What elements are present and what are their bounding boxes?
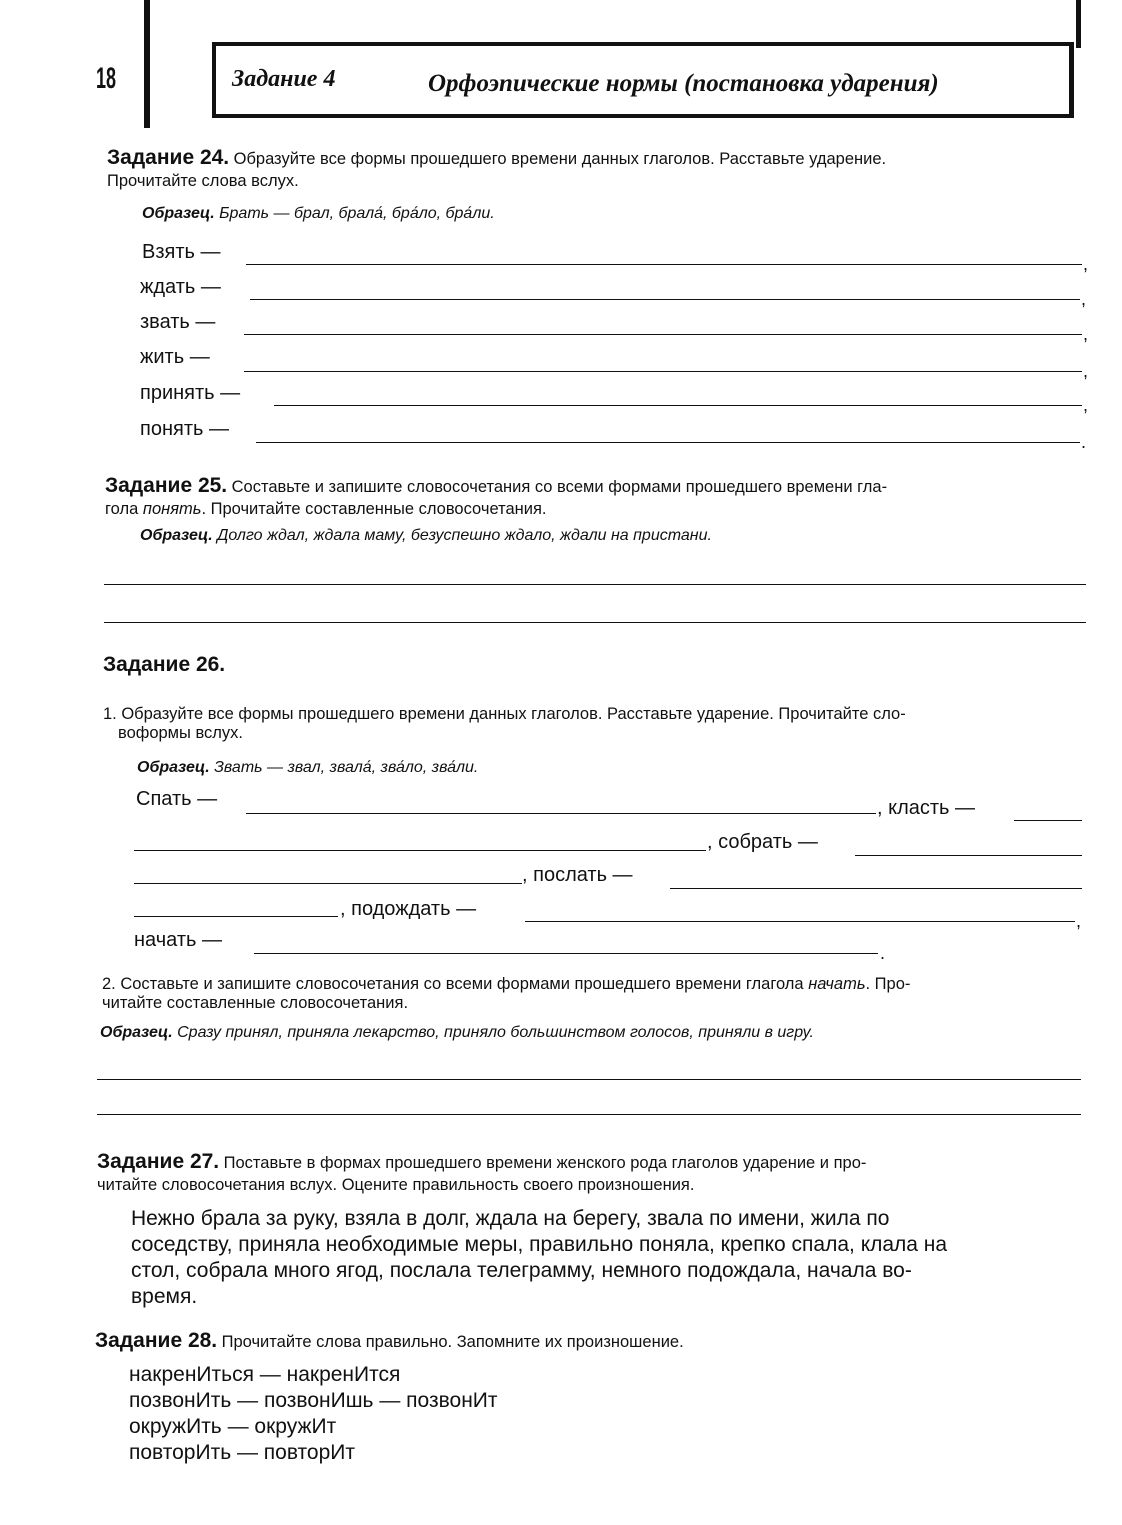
- task28-line-3: окружИть — окружИт: [129, 1415, 337, 1438]
- task24-word-6: понять —: [140, 418, 229, 440]
- task24-answer-line-1[interactable]: [246, 264, 1082, 265]
- task26-answer-sobrat-b[interactable]: [134, 883, 522, 884]
- task24-word-5: принять —: [140, 382, 241, 404]
- task25-answer-line-2[interactable]: [104, 622, 1086, 623]
- task24-instruction-line1: Образуйте все формы прошедшего времени данных глаголов. Расставьте ударение.: [233, 150, 887, 168]
- task26-answer-klast-b[interactable]: [134, 850, 706, 851]
- task25-instruction-line2: гола понять. Прочитайте составленные словосочетания.: [105, 500, 547, 518]
- task28-line-1: накренИться — накренИтся: [129, 1363, 401, 1386]
- task26-answer-spat[interactable]: [246, 813, 876, 814]
- task26-word-nachat: начать —: [134, 929, 222, 951]
- task25-sample-label: Образец.: [140, 527, 213, 544]
- task25-sample: [140, 527, 712, 545]
- task26-word-klast: , класть —: [877, 797, 976, 819]
- task28-heading: [95, 1329, 684, 1353]
- task28-line-2: позвонИть — позвонИшь — позвонИт: [129, 1389, 498, 1412]
- task24-sample-label: Образец.: [142, 205, 215, 222]
- task26-title: Задание 26.: [103, 653, 226, 676]
- header-task-label: Задание 4: [232, 66, 336, 92]
- task27-text-line1: Нежно брала за руку, взяла в долг, ждала на берегу, звала по имени, жила по: [131, 1207, 890, 1230]
- task24-word-2: ждать —: [140, 276, 221, 298]
- task27-text-line3: стол, собрала много ягод, послала телеграмму, немного подождала, начала во-: [131, 1259, 912, 1282]
- task26-part2-verb: начать: [808, 975, 866, 993]
- task24-sample-text: Брать — брал, брала́, бра́ло, бра́ли.: [219, 205, 495, 222]
- task28-line-4: повторИть — повторИт: [129, 1441, 356, 1464]
- task25-verb: понять: [142, 500, 202, 518]
- task25-answer-line-1[interactable]: [104, 584, 1086, 585]
- task26-word-poslat: , послать —: [522, 864, 633, 886]
- task24-answer-line-4[interactable]: [244, 371, 1082, 372]
- task24-title: Задание 24.: [107, 146, 230, 169]
- task26-part1-line1: 1. Образуйте все формы прошедшего времени данных глаголов. Расставьте ударение. Прочитайте сло-: [103, 705, 906, 723]
- task26-answer-poslat-b[interactable]: [134, 916, 338, 917]
- task24-word-4: жить —: [140, 346, 210, 368]
- task26-part2-line2: читайте составленные словосочетания.: [102, 994, 409, 1012]
- task24-answer-line-3[interactable]: [244, 334, 1082, 335]
- task25-sample-text: Долго ждал, ждала маму, безуспешно ждало, ждали на пристани.: [217, 527, 712, 544]
- task26-sample2-text: Сразу принял, приняла лекарство, приняло большинством голосов, приняли в игру.: [177, 1024, 814, 1041]
- task27-text-line2: соседству, приняла необходимые меры, правильно поняла, крепко спала, клала на: [131, 1233, 948, 1256]
- task24-word-3: звать —: [140, 311, 216, 333]
- task24-word-1: Взять —: [142, 241, 221, 263]
- task26-part1-line2: воформы вслух.: [118, 724, 244, 742]
- task26-answer-line-1[interactable]: [97, 1079, 1081, 1080]
- task26-word-podozhdat: , подождать —: [340, 898, 477, 920]
- task27-title: Задание 27.: [97, 1150, 220, 1173]
- task26-sample1: [137, 759, 478, 777]
- page-header: [0, 0, 1122, 140]
- task26-answer-podozhdat[interactable]: [525, 921, 1075, 922]
- task27-text-line4: время.: [131, 1285, 198, 1308]
- task24-answer-line-6[interactable]: [256, 442, 1080, 443]
- task26-answer-line-2[interactable]: [97, 1114, 1081, 1115]
- task28-title: Задание 28.: [95, 1329, 218, 1352]
- task24-heading: [107, 146, 886, 170]
- task24-instruction-line2: Прочитайте слова вслух.: [107, 172, 299, 190]
- task28-word-list: [129, 1362, 498, 1466]
- task25-instruction-line1: Составьте и запишите словосочетания со всеми формами прошедшего времени гла-: [231, 478, 888, 496]
- right-vertical-rule: [1076, 0, 1081, 48]
- task26-part2-line1: 2. Составьте и запишите словосочетания со всеми формами прошедшего времени глагола начать. Про-: [102, 975, 911, 993]
- task26-word-spat: Спать —: [136, 788, 218, 810]
- task26-sample2: [100, 1024, 814, 1042]
- task26-answer-sobrat-a[interactable]: [855, 855, 1082, 856]
- task26-word-sobrat: , собрать —: [707, 831, 818, 853]
- task27-heading: [97, 1150, 866, 1174]
- task24-answer-line-5[interactable]: [274, 405, 1082, 406]
- header-title: Орфоэпические нормы (постановка ударения): [428, 70, 939, 97]
- left-vertical-rule: [144, 0, 150, 128]
- task25-title: Задание 25.: [105, 474, 228, 497]
- task25-heading: [105, 474, 887, 498]
- task26-sample2-label: Образец.: [100, 1024, 173, 1041]
- task24-answer-line-2[interactable]: [250, 299, 1080, 300]
- task27-text: [131, 1206, 947, 1310]
- task26-answer-klast-a[interactable]: [1014, 820, 1082, 821]
- page-number: 18: [96, 62, 117, 95]
- task26-sample1-text: Звать — звал, звала́, зва́ло, зва́ли.: [214, 759, 479, 776]
- task26-answer-nachat[interactable]: [254, 953, 878, 954]
- task26-answer-poslat-a[interactable]: [670, 888, 1082, 889]
- task28-instruction: Прочитайте слова правильно. Запомните их произношение.: [221, 1333, 684, 1351]
- task26-sample1-label: Образец.: [137, 759, 210, 776]
- task27-instruction-line1: Поставьте в формах прошедшего времени женского рода глаголов ударение и про-: [223, 1154, 867, 1172]
- task24-sample: [142, 205, 495, 223]
- task27-instruction-line2: читайте словосочетания вслух. Оцените правильность своего произношения.: [97, 1176, 695, 1194]
